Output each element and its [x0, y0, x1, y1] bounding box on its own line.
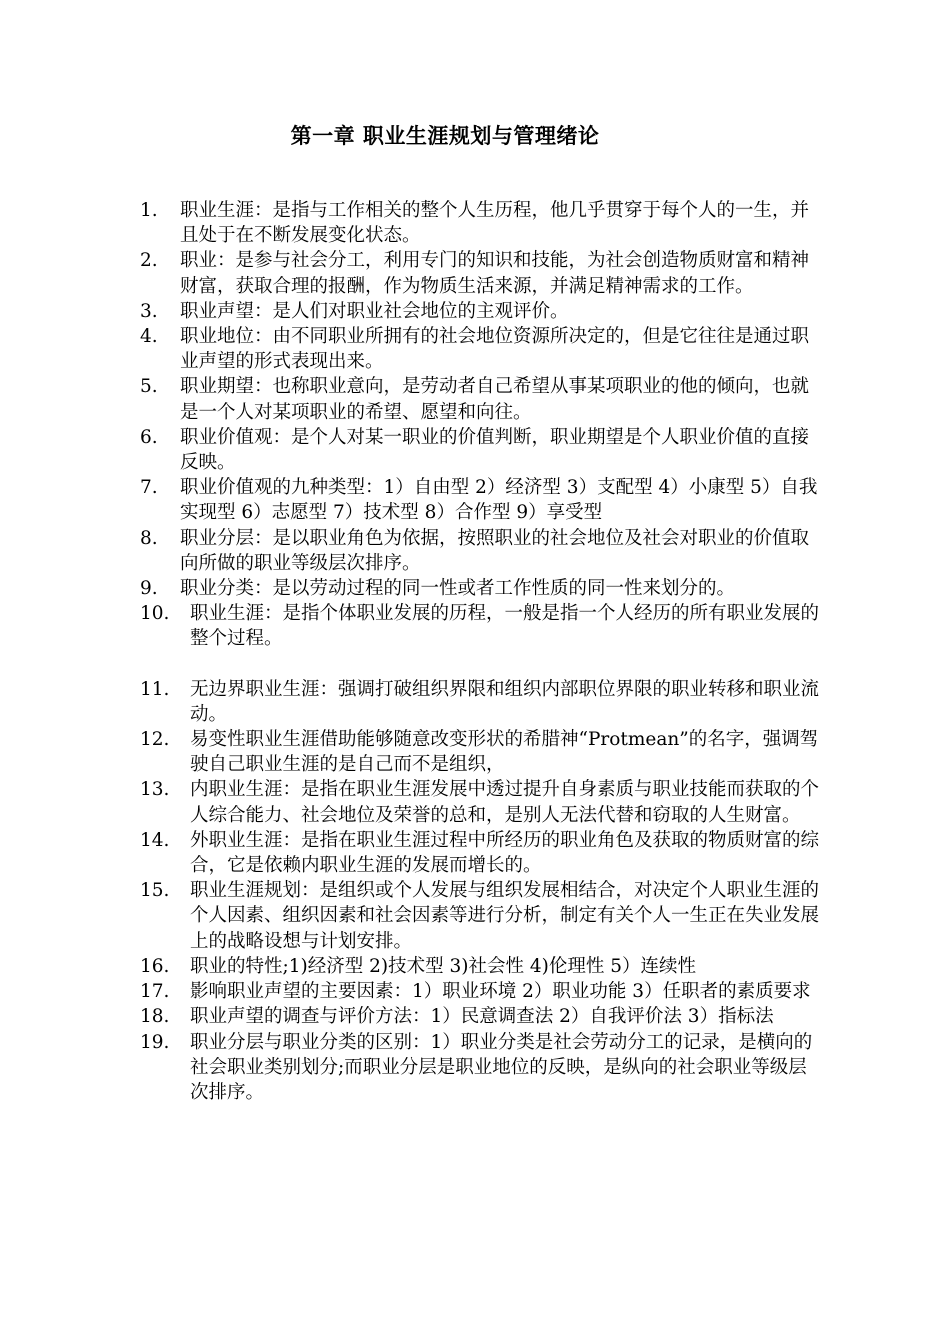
item-number: 1.: [140, 200, 158, 221]
section-gap: [140, 652, 820, 677]
list-item: [140, 878, 820, 954]
list-item: [140, 526, 820, 576]
item-number: 10.: [140, 603, 170, 625]
list-item: [140, 475, 820, 525]
item-number: 4.: [140, 326, 158, 348]
item-text: 无边界职业生涯：强调打破组织界限和组织内部职位界限的职业转移和职业流动。: [190, 678, 820, 725]
item-number: 11.: [140, 678, 170, 700]
item-text: 内职业生涯：是指在职业生涯发展中透过提升自身素质与职业技能而获取的个人综合能力、社会地位及荣誉的总和，是别人无法代替和窃取的人生财富。: [190, 779, 820, 826]
item-number: 19.: [140, 1031, 170, 1053]
list-item: [140, 198, 820, 248]
list-item: [140, 828, 820, 878]
item-number: 12.: [140, 729, 170, 751]
item-number: 18.: [140, 1006, 170, 1028]
item-text: 职业期望：也称职业意向，是劳动者自己希望从事某项职业的他的倾向，也就是一个人对某项职业的希望、愿望和向往。: [180, 376, 810, 423]
list-item: [140, 1030, 820, 1106]
item-text: 职业生涯规划：是组织或个人发展与组织发展相结合，对决定个人职业生涯的个人因素、组织因素和社会因素等进行分析，制定有关个人一生正在失业发展上的战略设想与计划安排。: [190, 880, 820, 952]
item-text: 职业声望：是人们对职业社会地位的主观评价。: [180, 300, 569, 322]
list-item: [140, 299, 820, 324]
item-text: 职业生涯：是指个体职业发展的历程，一般是指一个人经历的所有职业发展的整个过程。: [190, 603, 820, 650]
item-text: 影响职业声望的主要因素：1）职业环境 2）职业功能 3）任职者的素质要求: [190, 981, 811, 1003]
item-number: 8.: [140, 527, 158, 549]
definition-list: [140, 198, 820, 1105]
list-item: [140, 374, 820, 424]
item-text: 职业价值观：是个人对某一职业的价值判断，职业期望是个人职业价值的直接反映。: [180, 426, 810, 474]
item-text: 职业分层：是以职业角色为依据，按照职业的社会地位及社会对职业的价值取向所做的职业等级层次排序。: [180, 527, 810, 574]
list-item: [140, 425, 820, 475]
list-item: [140, 979, 820, 1004]
item-number: 5.: [140, 376, 158, 398]
item-number: 2.: [140, 250, 158, 272]
list-item: [140, 576, 820, 601]
item-text: 职业分层与职业分类的区别：1）职业分类是社会劳动分工的记录，是横向的社会职业类别划分;而职业分层是职业地位的反映，是纵向的社会职业等级层次排序。: [190, 1031, 813, 1103]
list-item: [140, 677, 820, 727]
item-number: 15.: [140, 880, 170, 902]
item-number: 9.: [140, 578, 158, 600]
item-number: 3.: [140, 300, 158, 322]
list-item: [140, 954, 820, 979]
item-text: 易变性职业生涯借助能够随意改变形状的希腊神“Protmean”的名字，强调驾驶自己职业生涯的是自己而不是组织，: [190, 729, 819, 776]
item-number: 17.: [140, 981, 170, 1003]
item-text: 职业地位：由不同职业所拥有的社会地位资源所决定的，但是它往往是通过职业声望的形式表现出来。: [180, 326, 810, 373]
item-text: 职业分类：是以劳动过程的同一性或者工作性质的同一性来划分的。: [180, 578, 736, 600]
list-item: [140, 324, 820, 374]
list-item: [140, 727, 820, 777]
item-number: 16.: [140, 955, 170, 977]
item-number: 14.: [140, 829, 170, 851]
list-item: [140, 601, 820, 651]
item-text: 职业：是参与社会分工，利用专门的知识和技能，为社会创造物质财富和精神财富，获取合理的报酬，作为物质生活来源，并满足精神需求的工作。: [180, 250, 810, 297]
list-item: [140, 1004, 820, 1029]
item-text: 职业声望的调查与评价方法：1）民意调查法 2）自我评价法 3）指标法: [190, 1006, 774, 1028]
item-text: 职业价值观的九种类型：1）自由型 2）经济型 3）支配型 4）小康型 5）自我实现型 6）志愿型 7）技术型 8）合作型 9）享受型: [180, 477, 818, 524]
item-number: 6.: [140, 426, 158, 448]
list-item: [140, 777, 820, 827]
item-text: 职业的特性;1)经济型 2)技术型 3)社会性 4)伦理性 5）连续性: [190, 955, 696, 977]
page-title: 第一章 职业生涯规划与管理绪论: [290, 124, 600, 148]
item-text: 职业生涯：是指与工作相关的整个人生历程，他几乎贯穿于每个人的一生，并且处于在不断发展变化状态。: [180, 200, 810, 247]
item-number: 13.: [140, 779, 170, 801]
list-item: [140, 248, 820, 298]
item-number: 7.: [140, 477, 158, 499]
item-text: 外职业生涯：是指在职业生涯过程中所经历的职业角色及获取的物质财富的综合，它是依赖内职业生涯的发展而增长的。: [190, 829, 820, 877]
